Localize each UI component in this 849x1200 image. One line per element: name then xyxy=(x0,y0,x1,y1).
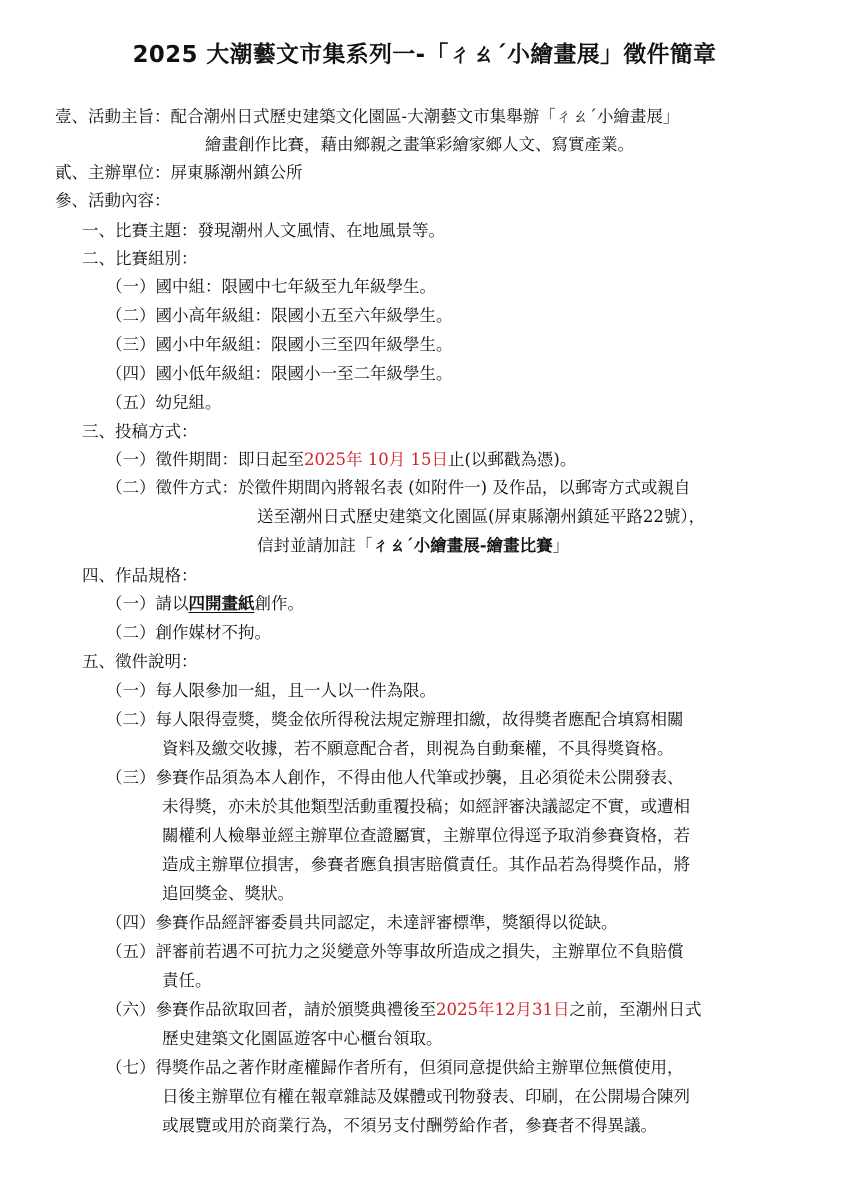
spec-paper-suffix: 創作。 xyxy=(254,594,304,613)
note-item: （一）每人限參加一組，且一人以一件為限。 xyxy=(106,681,436,700)
pickup-deadline: 2025年12月31日 xyxy=(436,1000,570,1019)
note-item-cont: 或展覽或用於商業行為，不須另支付酬勞給作者，參賽者不得異議。 xyxy=(162,1116,657,1135)
note-item: （二）每人限得壹獎，獎金依所得稅法規定辦理扣繳，故得獎者應配合填寫相關 xyxy=(106,710,684,729)
note-item-cont: 責任。 xyxy=(162,971,212,990)
group-item: （五）幼兒組。 xyxy=(106,393,222,412)
note-item-cont: 未得獎，亦未於其他類型活動重覆投稿；如經評審決議認定不實，或遭相 xyxy=(162,797,690,816)
spec-paper xyxy=(106,590,304,618)
note-item: （五）評審前若遇不可抗力之災變意外等事故所造成之損失，主辦單位不負賠償 xyxy=(106,942,684,961)
submission-heading: 三、投稿方式： xyxy=(82,422,198,441)
spec-paper-prefix: （一）請以 xyxy=(106,594,189,613)
note-item: （三）參賽作品須為本人創作，不得由他人代筆或抄襲，且必須從未公開發表、 xyxy=(106,768,684,787)
note-item-cont: 造成主辦單位損害，參賽者應負損害賠償責任。其作品若為得獎作品，將 xyxy=(162,855,690,874)
section-content-heading: 參、活動內容： xyxy=(55,191,171,210)
submission-method-line3 xyxy=(257,532,569,560)
section-purpose-line1: 壹、活動主旨：配合潮州日式歷史建築文化園區-大潮藝文市集舉辦「ㄔㄠˊ小繪畫展」 xyxy=(55,107,680,126)
document-title: 2025 大潮藝文市集系列一-「ㄔㄠˊ小繪畫展」徵件簡章 xyxy=(132,42,717,68)
note-item-cont: 歷史建築文化園區遊客中心櫃台領取。 xyxy=(162,1029,443,1048)
note-item-cont: 日後主辦單位有權在報章雜誌及媒體或刊物發表、印刷，在公開場合陳列 xyxy=(162,1087,690,1106)
spec-paper-size: 四開畫紙 xyxy=(188,594,255,613)
note-item-cont: 資料及繳交收據，若不願意配合者，則視為自動棄權，不具得獎資格。 xyxy=(162,739,674,758)
notes-heading: 五、徵件說明： xyxy=(82,652,198,671)
envelope-note-label: ㄔㄠˊ小繪畫展-繪畫比賽 xyxy=(372,536,553,555)
pickup-text-b: 之前，至潮州日式 xyxy=(569,1000,702,1019)
group-item: （三）國小中年級組：限國小三至四年級學生。 xyxy=(106,335,453,354)
spec-heading: 四、作品規格： xyxy=(82,566,198,585)
group-item: （二）國小高年級組：限國小五至六年級學生。 xyxy=(106,306,453,325)
pickup-text-a: （六）參賽作品欲取回者，請於頒獎典禮後至 xyxy=(106,1000,436,1019)
spec-medium: （二）創作媒材不拘。 xyxy=(106,623,271,642)
note-item: （四）參賽作品經評審委員共同認定，未達評審標準，獎額得以從缺。 xyxy=(106,913,618,932)
note-item-cont: 追回獎金、獎狀。 xyxy=(162,884,294,903)
submission-deadline: 2025年 10月 15日 xyxy=(304,450,448,469)
envelope-note-suffix: 」 xyxy=(552,536,570,555)
note-item xyxy=(106,996,701,1024)
group-item: （一）國中組：限國中七年級至九年級學生。 xyxy=(106,277,436,296)
submission-method-line2: 送至潮州日式歷史建築文化園區(屏東縣潮州鎮延平路22號）， xyxy=(257,507,706,526)
contest-groups-heading: 二、比賽組別： xyxy=(82,249,198,268)
contest-theme: 一、比賽主題：發現潮州人文風情、在地風景等。 xyxy=(82,221,445,240)
note-item-cont: 關權利人檢舉並經主辦單位查證屬實，主辦單位得逕予取消參賽資格，若 xyxy=(162,826,690,845)
submission-period-label: （一）徵件期間：即日起至 xyxy=(106,450,304,469)
submission-method-line1: （二）徵件方式：於徵件期間內將報名表 (如附件一) 及作品，以郵寄方式或親自 xyxy=(106,478,691,497)
note-item: （七）得獎作品之著作財產權歸作者所有，但須同意提供給主辦單位無償使用， xyxy=(106,1058,684,1077)
group-item: （四）國小低年級組：限國小一至二年級學生。 xyxy=(106,364,453,383)
section-purpose-line2: 繪畫創作比賽，藉由鄉親之畫筆彩繪家鄉人文、寫實產業。 xyxy=(205,135,634,154)
submission-period xyxy=(106,446,576,474)
submission-period-note: 止(以郵戳為憑)。 xyxy=(447,450,577,469)
envelope-note-prefix: 信封並請加註「 xyxy=(257,536,373,555)
section-organizer: 貳、主辦單位：屏東縣潮州鎮公所 xyxy=(55,163,303,182)
